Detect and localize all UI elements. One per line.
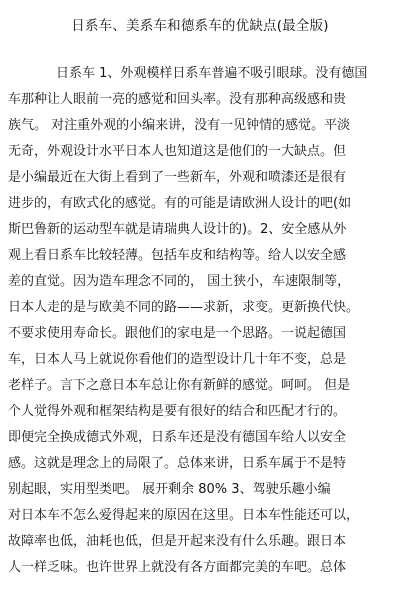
body-line: 车那种让人眼前一亮的感觉和回头率。没有那种高级感和贵 (8, 92, 347, 107)
body-line: 故障率也低，油耗也低，但是开起来没有什么乐趣。跟日本 (8, 534, 347, 549)
body-line: 别起眼，实用型类吧。 展开剩余 80% 3、驾驶乐趣小编 (8, 482, 331, 497)
body-line: 无奇，外观设计水平日本人也知道这是他们的一大缺点。但 (8, 144, 347, 159)
body-line: 是小编最近在大街上看到了一些新车，外观和喷漆还是很有 (8, 170, 347, 185)
body-line: 感。这就是理念上的局限了。总体来讲，日系车属于不是特 (8, 456, 347, 471)
body-line: 不要求使用寿命长。跟他们的家电是一个思路。一说起德国 (8, 326, 347, 341)
body-line: 族气。 对注重外观的小编来讲，没有一见钟情的感觉。平淡 (8, 118, 351, 133)
document-title: 日系车、美系车和德系车的优缺点(最全版) (71, 18, 329, 34)
body-line: 斯巴鲁新的运动型车就是请瑞典人设计的)。2、安全感从外 (8, 222, 347, 237)
body-line: 人一样乏味。也许世界上就没有各方面都完美的车吧。总体 (8, 560, 347, 575)
body-line: 对日本车不怎么爱得起来的原因在这里。日本车性能还可以， (8, 508, 360, 523)
body-line: 进步的，有欧式化的感觉。有的可能是请欧洲人设计的吧(如 (8, 196, 352, 211)
body-line: 车，日本人马上就说你看他们的造型设计几十年不变，总是 (8, 352, 347, 367)
body-line: 老样子。言下之意日本车总让你有新鲜的感觉。呵呵。 但是 (8, 378, 351, 393)
body-line: 日本人走的是与欧美不同的路——求新，求变。更新换代快。 (8, 300, 360, 315)
body-line: 差的直觉。因为造车理念不同的， 国土狭小，车速限制等， (8, 274, 351, 289)
body-line: 即便完全换成德式外观，日系车还是没有德国车给人以安全 (8, 430, 347, 445)
body-line: 个人觉得外观和框架结构是要有很好的结合和匹配才行的。 (8, 404, 347, 419)
body-line: 日系车 1、外观模样日系车普遍不吸引眼球。没有德国 (56, 66, 368, 81)
body-line: 观上看日系车比较轻薄。包括车皮和结构等。给人以安全感 (8, 248, 347, 263)
